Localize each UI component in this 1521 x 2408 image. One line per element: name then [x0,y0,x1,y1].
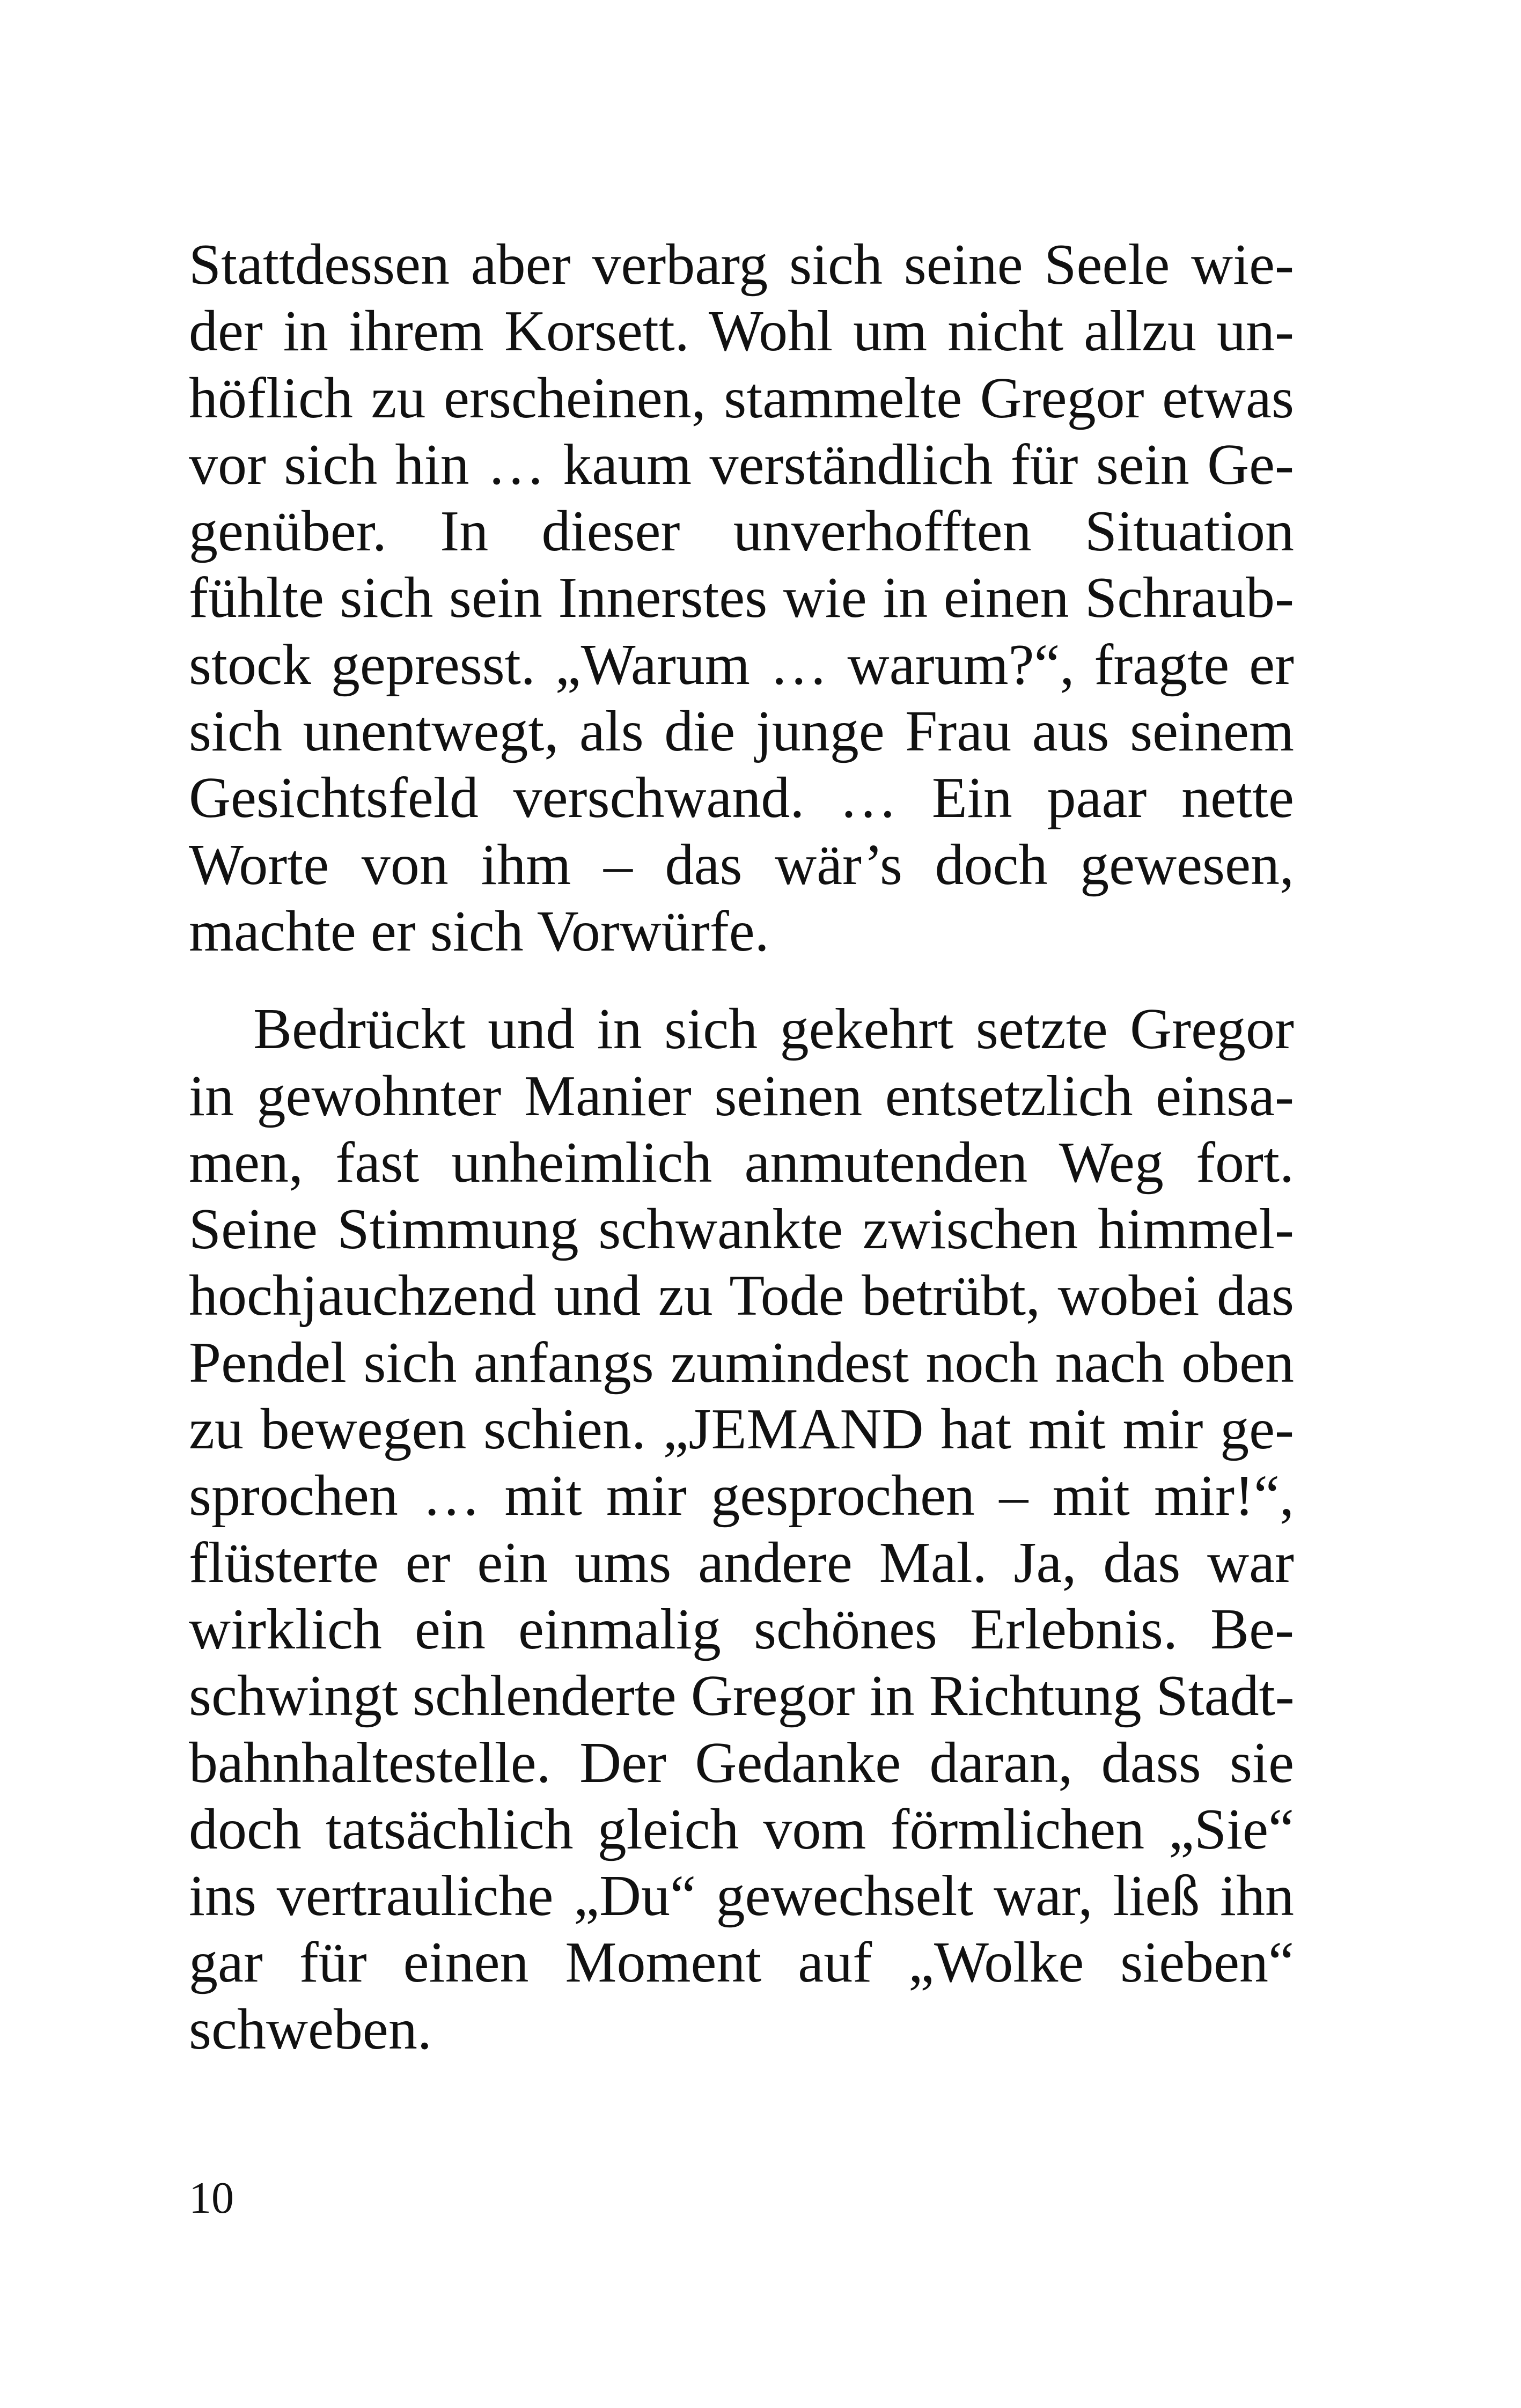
text-line: genüber. In dieser unverhofften Situation [189,499,1294,564]
text-line: hochjauchzend und zu Tode betrübt, wobei das [189,1264,1294,1328]
text-line: vor sich hin … kaum verständlich für sein Ge- [189,432,1294,497]
body-text [189,232,1294,2063]
text-line: sich unentwegt, als die junge Frau aus seinem [189,699,1294,764]
text-line: schweben. [189,1997,432,2061]
text-line: Stattdessen aber verbarg sich seine Seele wie- [189,233,1294,297]
paragraph-spacer [189,965,1294,996]
text-line: fühlte sich sein Innerstes wie in einen Schraub- [189,566,1294,630]
text-line: Pendel sich anfangs zumindest noch nach oben [189,1330,1294,1395]
page-number: 10 [189,2173,234,2223]
text-line: Bedrückt und in sich gekehrt setzte Gregor [253,997,1294,1062]
text-line: flüsterte er ein ums andere Mal. Ja, das war [189,1530,1294,1595]
text-line: in gewohnter Manier seinen entsetzlich einsa- [189,1064,1294,1128]
text-line: stock gepresst. „Warum … warum?“, fragte er [189,632,1294,697]
text-line: Worte von ihm – das wär’s doch gewesen, [189,833,1294,897]
paragraph-1 [189,232,1294,965]
text-line: bahnhaltestelle. Der Gedanke daran, dass sie [189,1730,1294,1795]
paragraph-2 [189,996,1294,2063]
text-line: gar für einen Moment auf „Wolke sieben“ [189,1931,1294,1995]
text-line: machte er sich Vorwürfe. [189,899,769,963]
text-line: wirklich ein einmalig schönes Erlebnis. Be- [189,1597,1294,1661]
text-line: doch tatsächlich gleich vom förmlichen „Sie“ [189,1797,1294,1861]
text-line: men, fast unheimlich anmutenden Weg fort. [189,1130,1294,1195]
text-line: Seine Stimmung schwankte zwischen himmel- [189,1197,1294,1262]
text-line: Gesichtsfeld verschwand. … Ein paar nette [189,766,1294,830]
text-line: schwingt schlenderte Gregor in Richtung Stadt- [189,1664,1295,1728]
text-line: höflich zu erscheinen, stammelte Gregor etwas [189,366,1294,430]
text-line: der in ihrem Korsett. Wohl um nicht allzu un- [189,299,1294,364]
text-line: sprochen … mit mir gesprochen – mit mir!“, [189,1464,1294,1528]
text-line: zu bewegen schien. „JEMAND hat mit mir ge- [189,1397,1294,1462]
text-line: ins vertrauliche „Du“ gewechselt war, ließ ihn [189,1864,1294,1928]
